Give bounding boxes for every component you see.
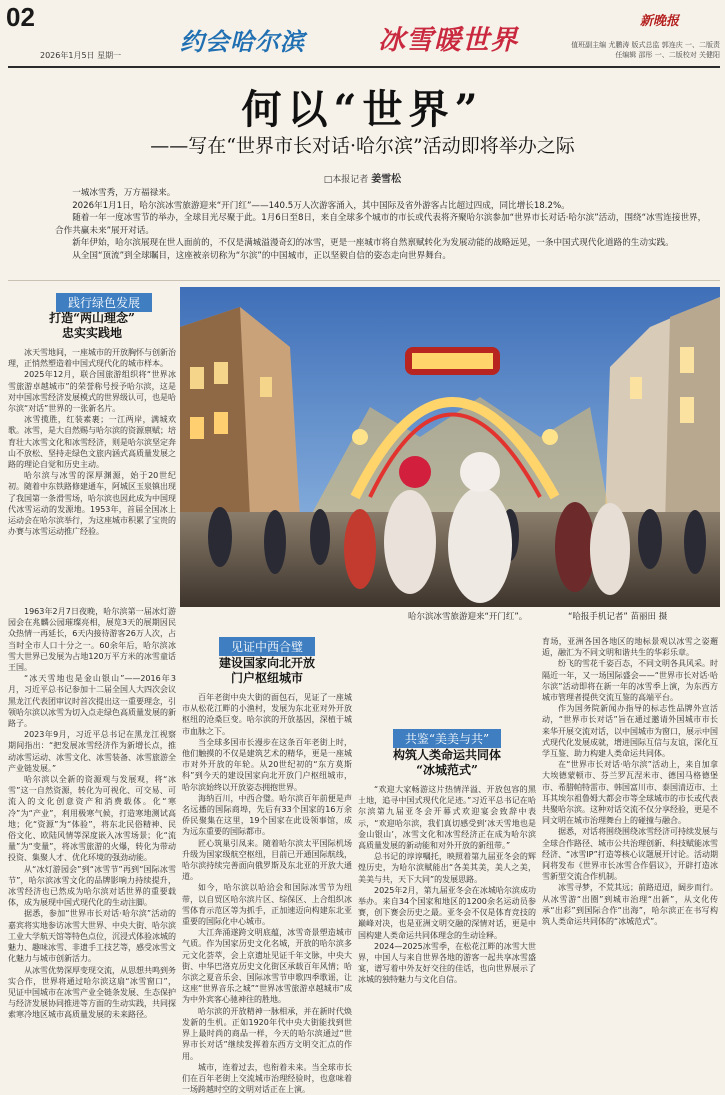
column-1-lower-text: [8, 606, 176, 1058]
photo-credit: “哈报手机记者” 苗丽田 摄: [568, 612, 668, 622]
body-paragraph: 冰雪寻梦，不荒其远；前路迢迢，阔步而行。从冰雪游“出圈”到城市治理“出新”，从文化传承“出彩”到国际合作“出海”，哈尔滨正在书写构筑人类命运共同体的“冰城范式”。: [542, 883, 718, 927]
masthead-rule: [8, 66, 720, 68]
body-paragraph: 当全球多国市长漫步在这条百年老街上时，他们触摸的不仅是建筑艺术的精华，更是一座城市对外开放的年轮。从20世纪初的“东方莫斯科”到今天的建设国家向北开放门户枢纽城市，哈尔滨始终以开放姿态拥抱世界。: [182, 737, 352, 792]
body-paragraph: 据悉，参加“世界市长对话·哈尔滨”活动的嘉宾将实地参访冰雪大世界、中央大街、哈尔滨工业大学航天馆等特色点位，沉浸式体验冰城的魅力、趣味冰雪、非遗手工技艺等，感受冰雪文化魅力与城市创新活力。: [8, 909, 176, 964]
section-tag-green-development: [40, 292, 168, 312]
page-number: 02: [6, 2, 35, 32]
newspaper-logo: 新晚报: [640, 14, 680, 29]
article-headline: 何以“世界”: [241, 86, 484, 133]
body-paragraph: 在“世界市长对话·哈尔滨”活动上，来自加拿大埃德蒙顿市、芬兰罗瓦涅米市、德国马格德堡市、希腊帕特雷市、韩国富川市、泰国清迈市、土耳其埃尔祖鲁姆大都会市等全球城市的市长或代表共聚哈尔滨。这种对话交流不仅分享经验，更是不同文明在城市治理舞台上的碰撞与融合。: [542, 760, 718, 826]
section-heading-line: 打造“两山理念”: [49, 311, 135, 325]
lead-divider: [8, 280, 720, 281]
lead-paragraph: 随着一年一度冰雪节的举办，全球目光尽聚于此。1月6日至8日，来自全球多个城市的市长或代表将齐聚哈尔滨参加“世界市长对话·哈尔滨”活动，围绕“冰雪连接世界，合作共赢未来”展开对话。: [55, 213, 707, 236]
section-tag-shared-beauty: [358, 728, 536, 748]
lead-paragraphs: [55, 187, 710, 262]
body-paragraph: 从“冰灯游园会”到“冰雪节”再到“国际冰雪节”，哈尔滨冰雪文化的品牌影响力持续提升，冰雪经济也已然成为哈尔滨对话世界的重要载体，成为展现中国式现代化的生动注脚。: [8, 864, 176, 908]
body-paragraph: 2025年2月，第九届亚冬会在冰城哈尔滨成功举办。来自34个国家和地区的1200余名运动员参赛，创下赛会历史之最。亚冬会不仅是体育竞技的巅峰对决，也是亚洲文明交融的深情对话，更是中国构建人类命运共同体理念的生动诠释。: [358, 885, 536, 940]
body-paragraph: 冰天雪地间，一座城市的开放胸怀与创新治理，正悄然塑造着中国式现代化的城市样本。: [8, 348, 176, 369]
body-paragraph: 作为国务院新闻办指导的标志性品牌外宣活动，“世界市长对话”旨在通过邀请外国城市市长来华开展交流对话，以中国城市为窗口，展示中国式现代化发展成就，增进国际互信与友谊，深化互学互鉴、助力构建人类命运共同体。: [542, 704, 718, 759]
banner-title-part1: 约会哈尔滨: [180, 27, 305, 56]
body-paragraph: 城市，连着过去，也衔着未来。当全球市长们在百年老街上交流城市治理经验时，也意味着一场跨越时空的文明对话正在上演。: [182, 1062, 352, 1095]
column-3-text: [358, 784, 536, 1058]
body-paragraph: 从冰雪优势深厚变现交流，从思想共鸣到务实合作，世界将通过哈尔滨这扇“冰雪窗口”，见证中国城市在冰雪产业全链条发展、生态保护与经济发展协同推进等方面的生动实践，共同探索寒冷地区城市高质量发展的未来路径。: [8, 965, 176, 1020]
section-tag-label: 践行绿色发展: [56, 293, 152, 312]
lead-paragraph: 一城冰雪秀，万方福禄来。: [72, 188, 176, 198]
lead-paragraph: 2026年1月1日，哈尔滨冰雪旅游迎来“开门红”——140.5万人次游客涌入，其中国际及省外游客占比超过四成，同比增长18.2%。: [72, 200, 570, 211]
body-paragraph: “欢迎大家畅游这片热情洋溢、开放包容的黑土地，追寻中国式现代化足迹。”习近平总书记在哈尔滨第九届亚冬会开幕式欢迎宴会致辞中表示，“欢迎哈尔滨，我们真切感受到‘冰天雪地也是金山银山’，冰雪文化和冰雪经济正在成为哈尔滨高质量发展的新动能和对外开放的新纽带。”: [358, 785, 536, 851]
body-paragraph: 2024—2025冰雪季，在松花江畔的冰雪大世界，中国人与来自世界各地的游客一起共享冰雪盛宴，谱写着中外友好交往的佳话，也向世界展示了冰城的独特魅力与文化自信。: [358, 941, 536, 985]
body-paragraph: 大江奔涌遂跨文明底蕴，冰雪奇景塑造城市气质。作为国家历史文化名城，开放的哈尔滨多元文化荟萃，会上京遗址见证千年文脉，中央大街、中华巴洛克历史文化街区承载百年风情；哈尔滨之夏音乐会、国际冰雪节申歌四季歌谣，让这座“世界音乐之城”“世界冰雪旅游卓越城市”成为中外宾客心驰神往的胜地。: [182, 928, 352, 1005]
section-heading-line: 建设国家向北开放: [218, 656, 315, 670]
section-tag-label: 共鉴“美美与共”: [393, 729, 501, 748]
section-heading-northern-gateway: [182, 656, 352, 686]
section-heading-line: 忠实实践地: [61, 326, 122, 340]
body-paragraph: 纷飞的雪花千姿百态，不同文明各具风采。时隔近一年，又一场国际盛会——“世界市长对话·哈尔滨”活动即将在新一年的冰雪季上演，为东西方城市管理者提供交流互鉴的高端平台。: [542, 659, 718, 703]
column-2-text: [182, 692, 352, 1095]
body-paragraph: 海纳百川，中西合璧。哈尔滨百年前便是声名远播的国际商埠，先后有33个国家的16万余侨民聚集在这里，19个国家在此设领事馆，成为远东重要的国际都市。: [182, 793, 352, 837]
section-tag-east-west: [182, 636, 352, 656]
section-heading-ice-city-paradigm: [358, 748, 536, 778]
lead-paragraph: 新年伊始，哈尔滨展现在世人面前的，不仅是满城溢漫奇幻的冰雪，更是一座城市将自然禀赋转化为发展动能的战略远见，一条中国式现代化道路的生动实践。: [72, 238, 674, 248]
section-heading-line: 门户枢纽城市: [230, 671, 303, 685]
body-paragraph: 如今，哈尔滨以哈洽会和国际冰雪节为纽带，以自贸区哈尔滨片区、综保区、上合组织冰雪体育示范区等为抓手，正加速迈向构建东北亚重要的国际化中心城市。: [182, 883, 352, 927]
body-paragraph: 百年老街中央大街的面包石，见证了一座城市从松花江畔的小渔村，发展为东北亚对外开放枢纽的沧桑巨变。哈尔滨的开放基因，深植于城市血脉之下。: [182, 693, 352, 736]
issue-date: 2026年1月5日 星期一: [40, 51, 122, 60]
body-paragraph: 匠心筑巢引凤来。随着哈尔滨太平国际机场升级为国家级航空枢纽，目前已开通国际航线，哈尔滨持续完善面向俄罗斯及东北亚的开放大通道。: [182, 838, 352, 882]
banner-title-part2: 冰雪暖世界: [378, 25, 518, 56]
byline-author: 姜雪松: [371, 174, 402, 185]
body-paragraph: 2023年9月，习近平总书记在黑龙江视察期间指出：“把发展冰雪经济作为新增长点，推动冰雪运动、冰雪文化、冰雪装备、冰雪旅游全产业链发展。”: [8, 730, 176, 773]
body-paragraph: “冰天雪地也是金山银山”——2016年3月，习近平总书记参加十二届全国人大四次会议黑龙江代表团审议时首次提出这一重要理念，引领哈尔滨以冰雪为切入点走绿色高质量发展的新路子。: [8, 674, 176, 729]
body-paragraph: 2025年12月，联合国旅游组织将“世界冰雪旅游卓越城市”的荣誉称号授予哈尔滨，这是对中国冰雪经济发展模式的世界级认可，也是哈尔滨“对话”世界的一张新名片。: [8, 370, 176, 414]
byline: [0, 170, 725, 185]
body-paragraph: 哈尔滨的开放精神一脉相承，并在新时代焕发新的生机。正如1920年代中央大街能找到世界上最时尚的商品一样，今天的哈尔滨通过“世界市长对话”继续发挥着东西方文明交汇点的作用。: [182, 1006, 352, 1061]
body-paragraph: 冰雪揽胜，红装素裹；一江两岸，满城欢歌。冰雪，是大自然赐与哈尔滨的资源禀赋；培育壮大冰雪文化和冰雪经济，则是哈尔滨坚定奔山不放松、坚持走绿色文旅内涵式高质量发展之路的理论自觉和历史主动。: [8, 415, 176, 470]
article-subheadline: ——写在“世界市长对话·哈尔滨”活动即将举办之际: [150, 135, 575, 157]
lead-paragraph: 从全国“顶流”到全球瞩目，这座被亲切称为“尔滨”的中国城市，正以坚毅自信的姿态走向世界舞台。: [72, 250, 451, 261]
body-paragraph: 育场，亚洲各国各地区的地标景观以冰雪之姿邂逅，融汇为不同文明和谐共生的华彩乐章。: [542, 637, 718, 658]
body-paragraph: 据悉，对话将围绕围绕冰雪经济可持续发展与全球合作路径、城市公共治理创新、科技赋能冰雪经济、“冰雪IP”打造等核心议题展开讨论。活动期间将发布《世界市长冰雪合作倡议》，开辟打造冰雪新型交流合作机制。: [542, 827, 718, 882]
body-paragraph: 哈尔滨以全新的资源观与发展观，将“冰雪”这一自然资源，转化为可视化、可交易、可流入的文化创意资产和消费载体。化“寒冷”为“产业”，利用极寒气候，打造寒地测试高地；化“资源”为“体验”，将东北民俗精神、民俗文化、欧陆风情等深度嵌入冰雪场景；化“流量”为“变量”，将冰雪旅游的火爆，转化为带动投资、集聚人才、优化环境的强劲动能。: [8, 775, 176, 863]
photo-caption: 哈尔滨冰雪旅游迎来“开门红”。: [408, 612, 528, 622]
editor-credits: 值班副主编 尤鹏涛 版式总监 郭连庆 一、二版责任编辑 邵彤 一、二版校对 关健阳: [571, 41, 720, 59]
column-1-upper-text: [8, 347, 176, 597]
section-heading-line: “冰城范式”: [416, 763, 478, 777]
body-paragraph: 哈尔滨与冰雪的深厚渊源，始于20世纪初。随着中东铁路修建通车，阿城区玉泉镇出现了我国第一条滑雪场，哈尔滨也因此成为中国现代冰雪运动的发源地。1953年，首届全国冰上运动会在哈尔滨举行，为这座城市积累了宝贵的办赛与冰雪运动推广经验。: [8, 471, 176, 537]
byline-prefix: □本报记者: [323, 175, 369, 185]
section-heading-line: 构筑人类命运共同体: [392, 748, 501, 762]
body-paragraph: 1963年2月7日夜晚，哈尔滨第一届冰灯游园会在兆麟公园璀璨亮相，展览3天的展期因民众热情一再延长，6天内接待游客26万人次，占当时全市人口十分之一。60余年后，哈尔滨冰雪大世界已发展为占地120万平方米的冰雪童话王国。: [8, 607, 176, 673]
section-tag-label: 见证中西合璧: [219, 637, 315, 656]
column-4-text: [542, 636, 718, 1058]
body-paragraph: 总书记的谆谆嘱托，映照着第九届亚冬会的辉煌历史，为哈尔滨赋能出“各美其美，美人之美，美美与共，天下大同”的发展思路。: [358, 852, 536, 884]
harbin-street-scene-image: [180, 287, 720, 607]
news-photo: [180, 287, 720, 607]
section-heading-two-mountains: [8, 311, 176, 341]
